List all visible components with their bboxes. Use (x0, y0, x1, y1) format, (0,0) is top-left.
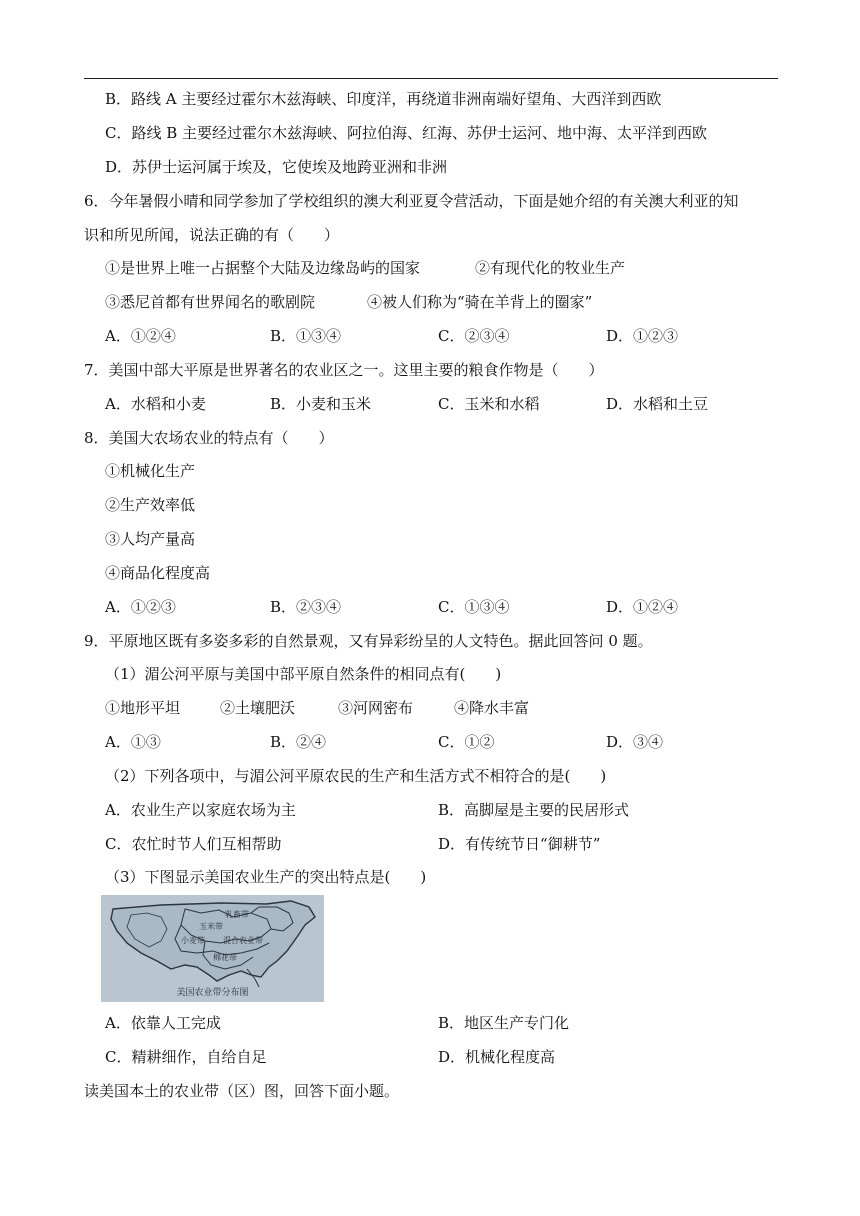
q9-sub1-stem: （1）湄公河平原与美国中部平原自然条件的相同点有( ) (105, 665, 502, 683)
footer-instruction: 读美国本土的农业带（区）图，回答下面小题。 (84, 1082, 400, 1100)
q9-sub2-option-a[interactable]: A．农业生产以家庭农场为主 (105, 801, 296, 819)
q8-option-d[interactable]: D．①②④ (606, 598, 679, 616)
q9-stem: 9．平原地区既有多姿多彩的自然景观，又有异彩纷呈的人文特色。据此回答问 0 题。 (84, 632, 653, 650)
q8-option-c[interactable]: C．①③④ (438, 598, 510, 616)
q6-option-a[interactable]: A．①②④ (105, 327, 176, 345)
q9-sub3-option-b[interactable]: B．地区生产专门化 (438, 1014, 570, 1032)
q9-sub3-option-d[interactable]: D．机械化程度高 (438, 1048, 556, 1066)
q8-item-2: ②生产效率低 (105, 496, 196, 514)
q7-stem: 7．美国中部大平原是世界著名的农业区之一。这里主要的粮食作物是（ ） (84, 361, 604, 379)
map-label-corn: 玉米带 (199, 922, 223, 931)
header-rule (84, 78, 778, 79)
q6-item-1: ①是世界上唯一占据整个大陆及边缘岛屿的国家 (105, 259, 421, 277)
q6-option-c[interactable]: C．②③④ (438, 327, 510, 345)
q6-item-2: ②有现代化的牧业生产 (475, 259, 626, 277)
q6-option-d[interactable]: D．①②③ (606, 327, 679, 345)
us-agriculture-map (101, 895, 324, 1002)
q7-option-c[interactable]: C．玉米和水稻 (438, 395, 540, 413)
q9-sub2-option-d[interactable]: D．有传统节日“御耕节” (438, 835, 601, 853)
q9-sub1-option-a[interactable]: A．①③ (105, 733, 161, 751)
q9-sub1-option-c[interactable]: C．①② (438, 733, 495, 751)
q9-sub3-option-a[interactable]: A．依靠人工完成 (105, 1014, 221, 1032)
q9-sub2-option-b[interactable]: B．高脚屋是主要的民居形式 (438, 801, 630, 819)
map-label-mixed: 混合农业带 (223, 936, 263, 945)
map-label-cotton: 棉花带 (213, 953, 237, 962)
q6-stem-line2: 识和所见所闻，说法正确的有（ ） (84, 226, 340, 244)
q7-option-b[interactable]: B．小麦和玉米 (270, 395, 372, 413)
q6-item-4: ④被人们称为“骑在羊背上的圈家” (367, 293, 593, 311)
q8-option-b[interactable]: B．②③④ (270, 598, 342, 616)
q9-sub1-item-4: ④降水丰富 (454, 699, 530, 717)
q9-sub1-item-1: ①地形平坦 (105, 699, 181, 717)
map-label-wheat: 小麦带 (181, 936, 205, 945)
q8-stem: 8．美国大农场农业的特点有（ ） (84, 429, 334, 447)
q6-option-b[interactable]: B．①③④ (270, 327, 342, 345)
q7-option-a[interactable]: A．水稻和小麦 (105, 395, 206, 413)
q5-option-c[interactable]: C．路线 B 主要经过霍尔木兹海峡、阿拉伯海、红海、苏伊士运河、地中海、太平洋到西欧 (105, 124, 708, 142)
q8-item-4: ④商品化程度高 (105, 564, 211, 582)
q5-option-b[interactable]: B．路线 A 主要经过霍尔木兹海峡、印度洋，再绕道非洲南端好望角、大西洋到西欧 (105, 90, 662, 108)
q9-sub2-option-c[interactable]: C．农忙时节人们互相帮助 (105, 835, 282, 853)
q8-item-3: ③人均产量高 (105, 530, 196, 548)
map-caption: 美国农业带分布图 (176, 988, 249, 998)
q9-sub1-option-b[interactable]: B．②④ (270, 733, 327, 751)
q6-stem-line1: 6．今年暑假小晴和同学参加了学校组织的澳大利亚夏令营活动，下面是她介绍的有关澳大利亚的知 (84, 192, 739, 210)
map-label-dairy: 乳畜带 (225, 910, 249, 919)
q9-sub3-option-c[interactable]: C．精耕细作，自给自足 (105, 1048, 267, 1066)
q5-option-d[interactable]: D．苏伊士运河属于埃及，它使埃及地跨亚洲和非洲 (105, 158, 448, 176)
q9-sub1-option-d[interactable]: D．③④ (606, 733, 664, 751)
q8-item-1: ①机械化生产 (105, 462, 196, 480)
q9-sub1-item-3: ③河网密布 (338, 699, 414, 717)
q8-option-a[interactable]: A．①②③ (105, 598, 176, 616)
q7-option-d[interactable]: D．水稻和土豆 (606, 395, 709, 413)
q9-sub1-item-2: ②土壤肥沃 (220, 699, 296, 717)
q9-sub2-stem: （2）下列各项中，与湄公河平原农民的生产和生活方式不相符合的是( ) (105, 767, 607, 785)
q6-item-3: ③悉尼首都有世界闻名的歌剧院 (105, 293, 316, 311)
q9-sub3-stem: （3）下图显示美国农业生产的突出特点是( ) (105, 868, 427, 886)
